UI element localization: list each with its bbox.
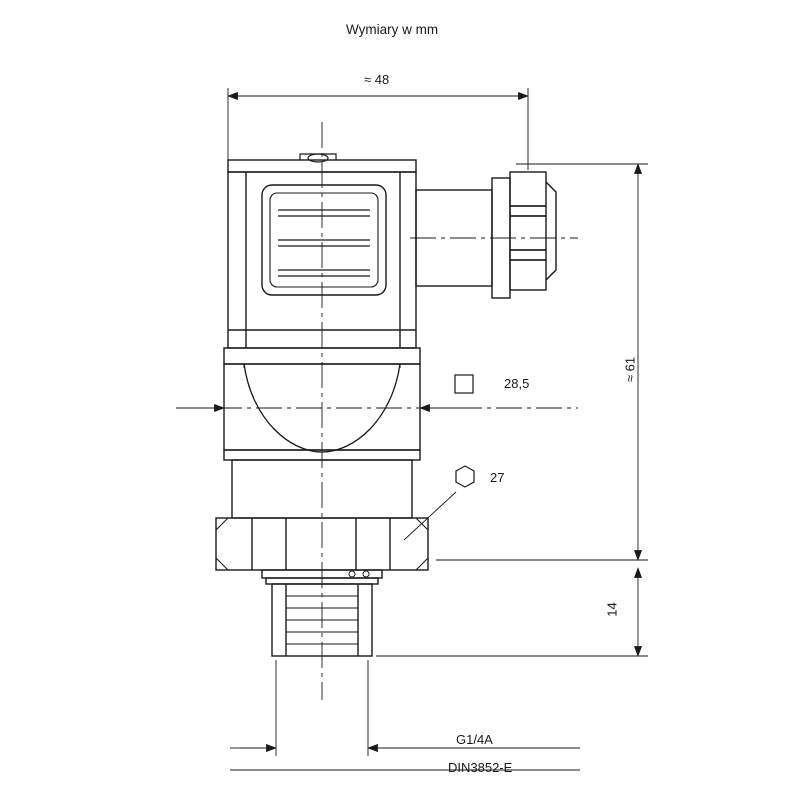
dimension-label-width: ≈ 48 bbox=[364, 72, 390, 87]
dimension-label-square: 28,5 bbox=[504, 376, 530, 391]
dimension-label-hex: 27 bbox=[490, 470, 505, 485]
dimension-label-height: ≈ 61 bbox=[622, 356, 638, 383]
dimension-width-48 bbox=[228, 88, 528, 170]
standard-label: DIN3852-E bbox=[448, 760, 513, 775]
bottom-thread-line bbox=[230, 660, 580, 770]
page-title: Wymiary w mm bbox=[346, 22, 439, 37]
thread-label: G1/4A bbox=[456, 732, 493, 747]
center-lines bbox=[176, 122, 578, 700]
hexagon-icon bbox=[456, 466, 474, 487]
square-icon bbox=[455, 375, 473, 393]
cable-gland bbox=[416, 172, 556, 298]
dimension-label-bottom-height: 14 bbox=[604, 602, 620, 617]
dimension-height-61 bbox=[436, 164, 648, 560]
